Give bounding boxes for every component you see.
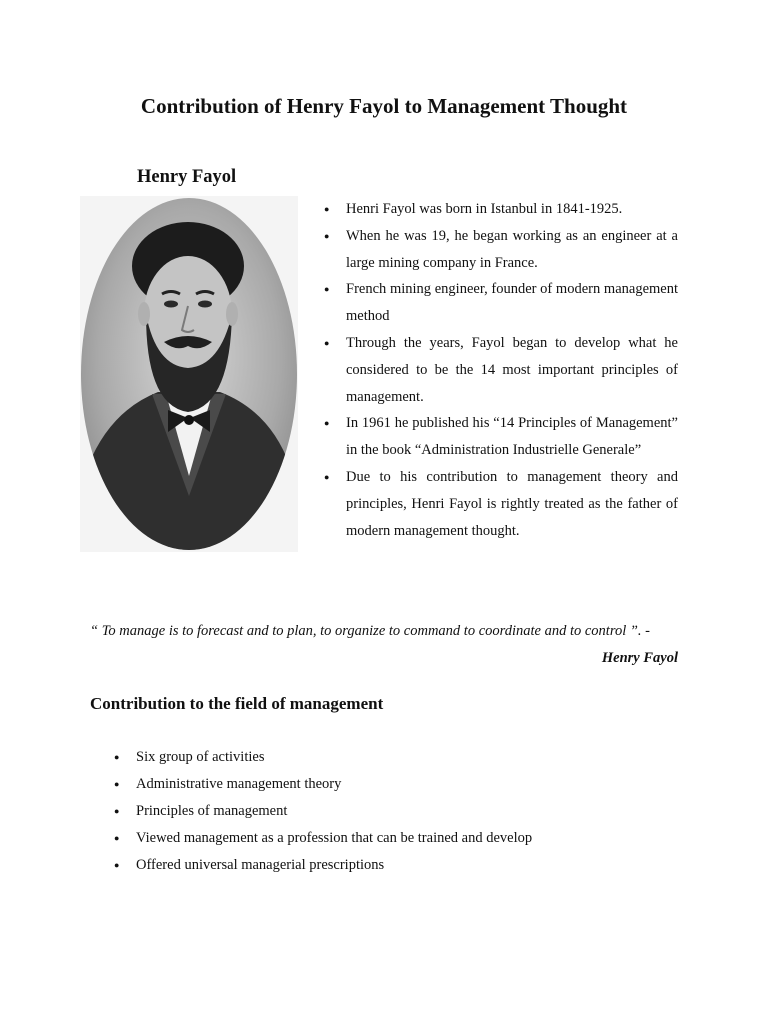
list-item: ● Henri Fayol was born in Istanbul in 1841-1925. — [322, 196, 678, 223]
page-title: Contribution of Henry Fayol to Management Thought — [140, 94, 628, 118]
list-item: ● Through the years, Fayol began to develop what he considered to be the 14 most important principles of management. — [322, 330, 678, 410]
portrait-photo — [80, 196, 298, 552]
quote-text: “ To manage is to forecast and to plan, to organize to command to coordinate and to control ”. - — [90, 623, 650, 639]
quote-author: Henry Fayol — [601, 650, 678, 666]
list-item: ● Due to his contribution to management theory and principles, Henri Fayol is rightly treated as the father of modern management thought. — [322, 464, 678, 544]
list-item: ● Administrative management theory — [112, 771, 672, 798]
list-item: ● Principles of management — [112, 798, 672, 825]
list-item: ● French mining engineer, founder of modern management method — [322, 276, 678, 330]
list-item: ● Viewed management as a profession that can be trained and develop — [112, 825, 672, 852]
contribution-list — [112, 744, 672, 879]
portrait-heading: Henry Fayol — [137, 167, 237, 187]
list-item: ● Six group of activities — [112, 744, 672, 771]
section-heading: Contribution to the field of management — [90, 694, 384, 713]
list-item: ● Offered universal managerial prescriptions — [112, 852, 672, 879]
list-item: ● When he was 19, he began working as an engineer at a large mining company in France. — [322, 223, 678, 277]
list-item: ● In 1961 he published his “14 Principles of Management” in the book “Administration Industrielle Generale” — [322, 410, 678, 464]
quote — [90, 618, 678, 672]
bio-list — [322, 196, 678, 544]
